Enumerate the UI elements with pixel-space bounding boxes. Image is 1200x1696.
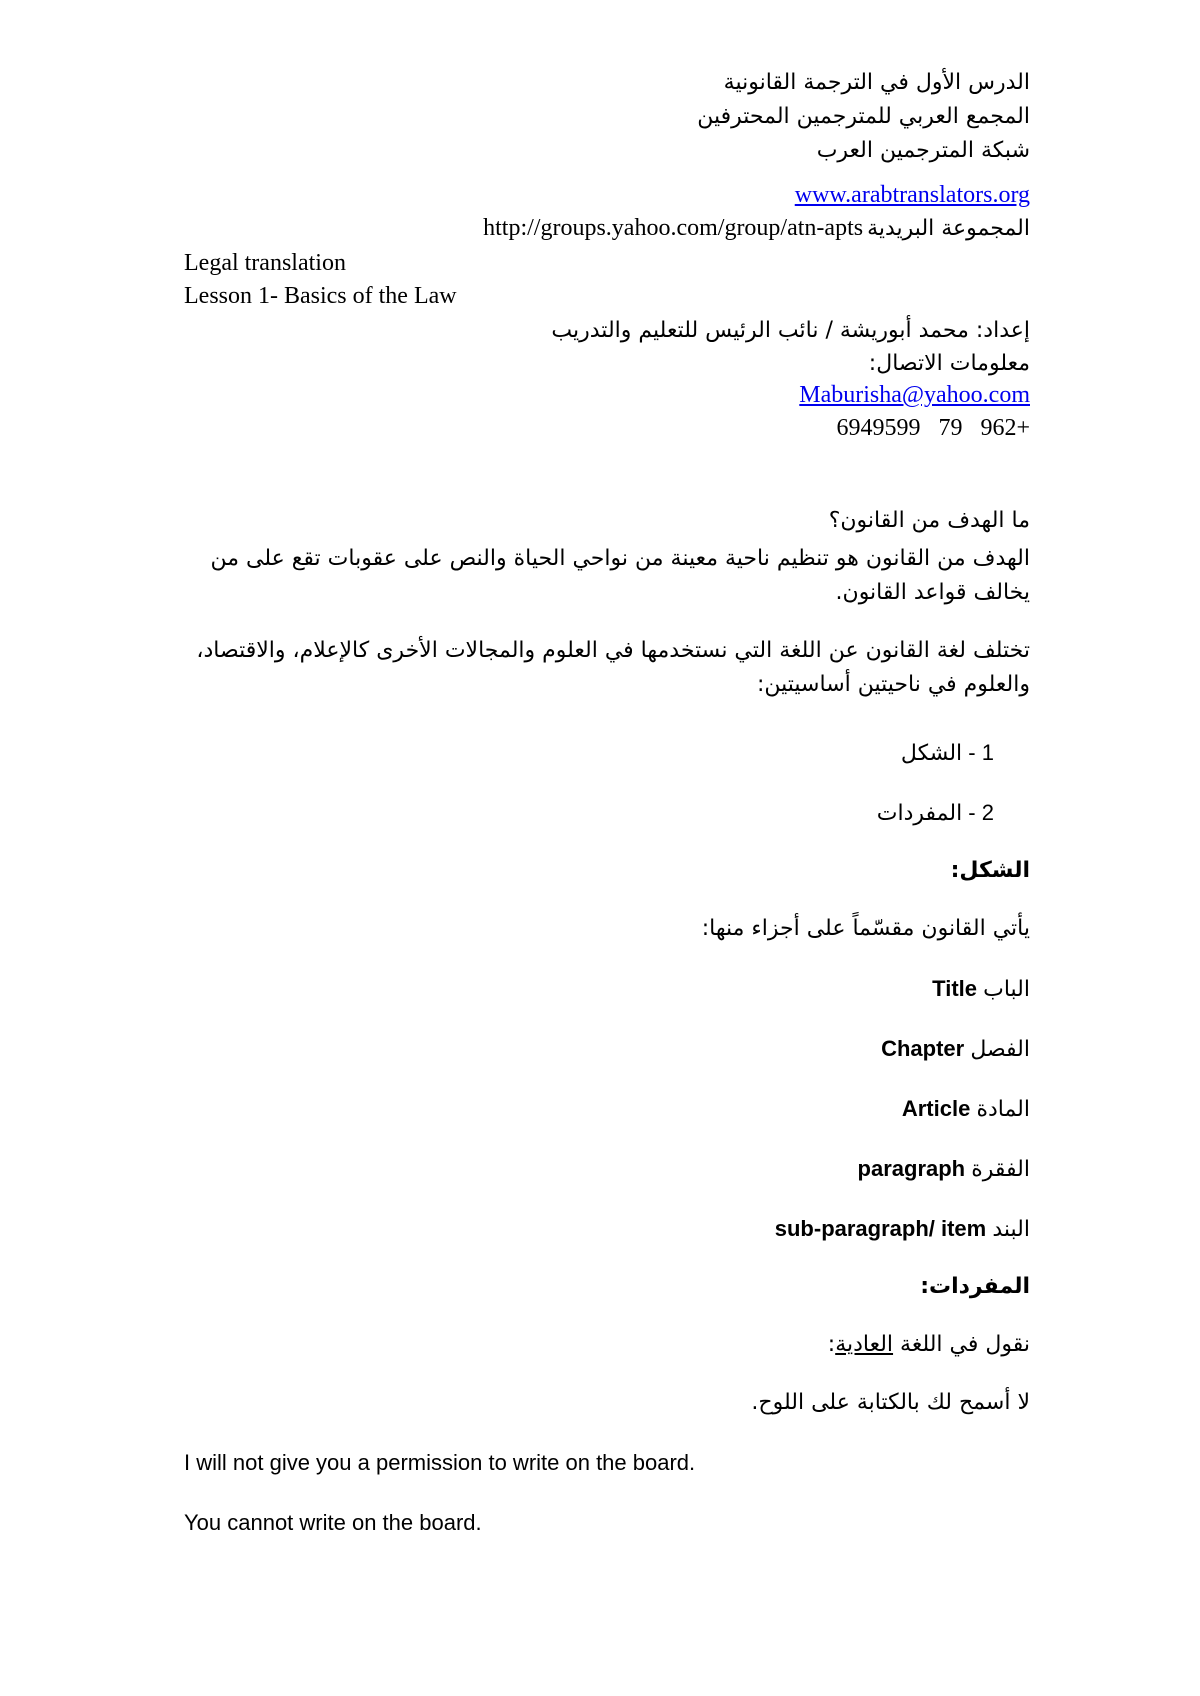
form-heading: الشكل:: [950, 858, 1030, 883]
aspect-label: المفردات: [876, 800, 963, 825]
course-subject: Legal translation: [184, 250, 346, 276]
law-part-article: [184, 1096, 1030, 1121]
part-en: Article: [901, 1096, 971, 1121]
part-en: Chapter: [881, 1036, 965, 1061]
prepared-by: إعداد: محمد أبوريشة / نائب الرئيس للتعليم والتدريب: [551, 318, 1030, 343]
document-page: [184, 0, 1030, 1696]
mailing-list-line: [184, 215, 1030, 243]
website-link[interactable]: www.arabtranslators.org: [794, 182, 1030, 208]
lesson-title-ar: الدرس الأول في الترجمة القانونية: [723, 70, 1030, 95]
vocab-intro-underlined: العادية: [835, 1332, 894, 1357]
translation-line: I will not give you a permission to write on the board.: [184, 1450, 696, 1475]
part-en: paragraph: [857, 1156, 966, 1181]
vocabulary-intro: [184, 1332, 1030, 1357]
part-en: Title: [932, 976, 977, 1001]
law-part-chapter: [184, 1036, 1030, 1061]
org-name-ar: المجمع العربي للمترجمين المحترفين: [697, 104, 1030, 129]
contact-label: معلومات الاتصال:: [868, 351, 1030, 376]
aspect-label: الشكل: [900, 740, 963, 765]
translation-line: You cannot write on the board.: [184, 1510, 482, 1535]
mailing-list-label: المجموعة البريدية: [867, 216, 1030, 241]
legal-language-difference: تختلف لغة القانون عن اللغة التي نستخدمها في العلوم والمجالات الأخرى كالإعلام، والاقتصاد، والعلوم في ناحيتين أساسيتين:: [196, 638, 1030, 697]
form-intro: يأتي القانون مقسّماً على أجزاء منها:: [701, 916, 1030, 941]
part-en: sub-paragraph/ item: [774, 1216, 987, 1241]
part-ar: الفقرة: [971, 1156, 1030, 1181]
network-name-ar: شبكة المترجمين العرب: [816, 138, 1030, 163]
phone-number: [184, 415, 1030, 443]
vocab-intro-prefix: نقول في اللغة: [893, 1332, 1030, 1357]
vocab-intro-suffix: :: [827, 1332, 836, 1357]
email-line: [184, 382, 1030, 410]
lesson-name: Lesson 1- Basics of the Law: [184, 283, 457, 309]
vocabulary-example-ar: لا أسمح لك بالكتابة على اللوح.: [751, 1390, 1030, 1415]
law-part-title: [184, 976, 1030, 1001]
part-ar: الفصل: [970, 1036, 1030, 1061]
law-purpose-answer: الهدف من القانون هو تنظيم ناحية معينة من نواحي الحياة والنص على عقوبات تقع على من يخالف قواعد القانون.: [210, 546, 1030, 605]
email-link[interactable]: Maburisha@yahoo.com: [799, 382, 1030, 408]
aspect-number: 2: [981, 800, 994, 825]
law-part-subparagraph: [184, 1216, 1030, 1241]
mailing-list-url: http://groups.yahoo.com/group/atn-apts: [483, 215, 864, 241]
aspect-number: 1: [981, 740, 994, 765]
law-part-paragraph: [184, 1156, 1030, 1181]
law-purpose-question: ما الهدف من القانون؟: [828, 508, 1030, 533]
part-ar: البند: [992, 1216, 1030, 1241]
vocabulary-heading: المفردات:: [920, 1274, 1030, 1299]
aspect-item-vocabulary: 2 - المفردات: [876, 800, 994, 825]
aspect-item-form: 1 - الشكل: [900, 740, 994, 765]
phone-text: +962 79 6949599: [836, 415, 1030, 441]
website-line: [184, 182, 1030, 210]
part-ar: الباب: [983, 976, 1030, 1001]
part-ar: المادة: [976, 1096, 1030, 1121]
